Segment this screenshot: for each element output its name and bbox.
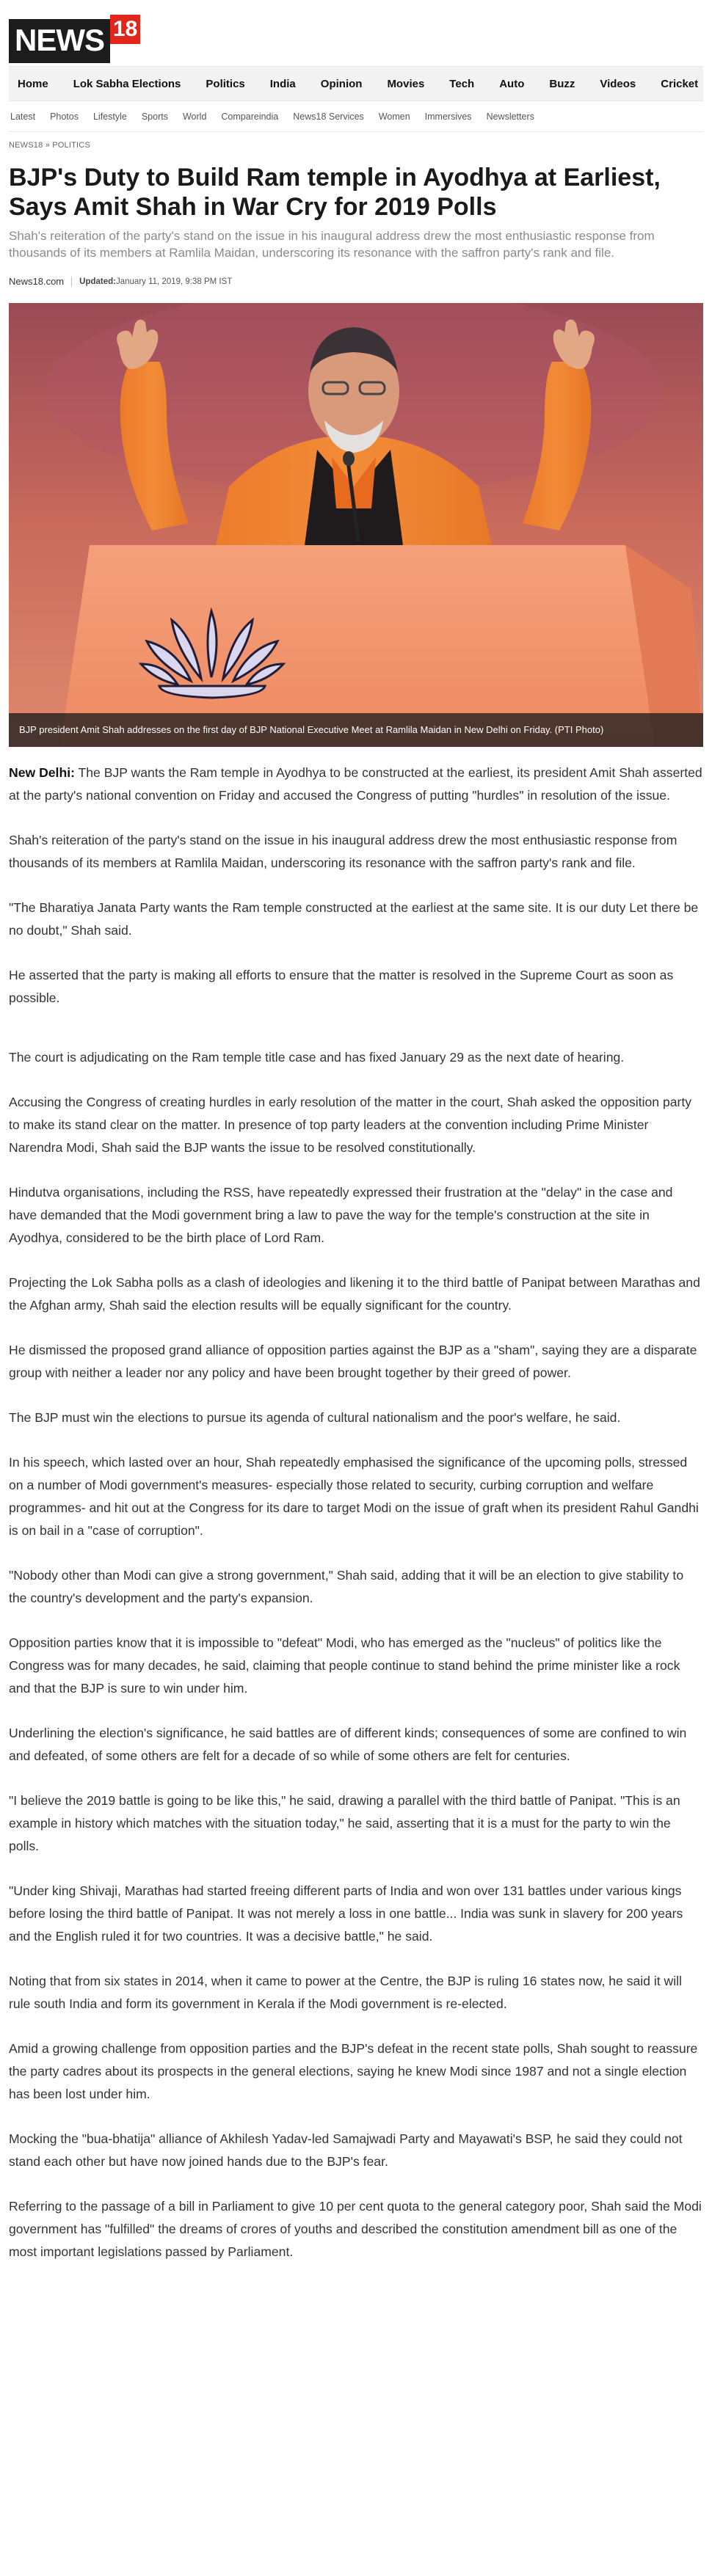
article-paragraph: Mocking the "bua-bhatija" alliance of Akhilesh Yadav-led Samajwadi Party and Mayawati's BSP, he said they could not stand each other but have now joined hands due to the BJP's fear. (9, 2131, 683, 2169)
nav-item-home[interactable]: Home (18, 77, 48, 90)
article-paragraph: Shah's reiteration of the party's stand on the issue in his inaugural address drew the most enthusiastic response from thousands of its members at Ramlila Maidan, underscoring its resonance with the saffron party's rank and file. (9, 833, 678, 870)
header (9, 0, 703, 66)
article-paragraph: He asserted that the party is making all efforts to ensure that the matter is resolved in the Supreme Court as soon as possible. (9, 968, 674, 1005)
subnav-item-world[interactable]: World (182, 111, 207, 122)
nav-item-india[interactable]: India (269, 77, 296, 90)
article-paragraph: Referring to the passage of a bill in Parliament to give 10 per cent quota to the general category poor, Shah said the Modi government has "fulfilled" the dreams of crores of youths and described the constitution amendment bill as one of the most important legislations passed by Parliament. (9, 2199, 702, 2259)
hero-photo-illustration (9, 303, 703, 747)
subnav-item-newsletters[interactable]: Newsletters (486, 111, 534, 122)
nav-item-auto[interactable]: Auto (499, 77, 525, 90)
article-paragraph: "Under king Shivaji, Marathas had started freeing different parts of India and won over 131 battles under various kings before losing the third battle of Panipat. It was not merely a loss in one battle... India was sunk in slavery for 200 years and the English ruled it for two countries. It was a decisive battle," he said. (9, 1883, 683, 1944)
article-paragraph: Underlining the election's significance, he said battles are of different kinds; consequences of some are confined to win and defeated, of some others are felt for a decade of so while of some others are felt for centuries. (9, 1726, 687, 1763)
logo-word: NEWS (9, 19, 110, 63)
updated-value: January 11, 2019, 9:38 PM IST (115, 277, 233, 286)
sub-nav (9, 101, 703, 132)
article-lead (9, 762, 703, 807)
article-paragraph: Hindutva organisations, including the RSS, have repeatedly expressed their frustration at the "delay" in the case and have demanded that the Modi government bring a law to pave the way for the temple's construction at the site in Ayodhya, considered to be the birth place of Lord Ram. (9, 1185, 673, 1245)
byline (9, 276, 703, 287)
article-standfirst: Shah's reiteration of the party's stand on the issue in his inaugural address drew the most enthusiastic response from thousands of its members at Ramlila Maidan, underscoring its resonance with the saffron party's rank and file. (9, 229, 655, 260)
dateline: New Delhi: (9, 765, 75, 780)
article-paragraph: In his speech, which lasted over an hour, Shah repeatedly emphasised the significance of the upcoming polls, stressed on a number of Modi government's measures- especially those related to security, curbing corruption and welfare programmes- and hit out at the Congress for its dare to target Modi on the issue of graft when its president Rahul Gandhi is on bail in a "case of corruption". (9, 1455, 699, 1538)
subnav-item-sports[interactable]: Sports (141, 111, 168, 122)
subnav-item-immersives[interactable]: Immersives (424, 111, 472, 122)
nav-item-buzz[interactable]: Buzz (549, 77, 575, 90)
nav-item-politics[interactable]: Politics (206, 77, 245, 90)
breadcrumb[interactable]: NEWS18 » POLITICS (9, 141, 90, 150)
subnav-item-compareindia[interactable]: Compareindia (221, 111, 279, 122)
article-body (9, 762, 703, 2263)
subnav-item-lifestyle[interactable]: Lifestyle (92, 111, 127, 122)
article-paragraph: Projecting the Lok Sabha polls as a clash of ideologies and likening it to the third battle of Panipat between Marathas and the Afghan army, Shah said the election results will be equally significant for the country. (9, 1275, 700, 1313)
subnav-item-photos[interactable]: Photos (50, 111, 79, 122)
nav-item-tech[interactable]: Tech (449, 77, 475, 90)
nav-item-lok-sabha-elections[interactable]: Lok Sabha Elections (73, 77, 181, 90)
logo-number: 18 (110, 15, 140, 44)
updated-timestamp (79, 277, 232, 286)
article-paragraph: The court is adjudicating on the Ram temple title case and has fixed January 29 as the next date of hearing. (9, 1050, 625, 1065)
subnav-item-women[interactable]: Women (378, 111, 410, 122)
hero-photo (9, 303, 703, 747)
article-headline: BJP's Duty to Build Ram temple in Ayodhya at Earliest, Says Amit Shah in War Cry for 2019 Polls (9, 164, 661, 221)
article-paragraph: The BJP must win the elections to pursue its agenda of cultural nationalism and the poor's welfare, he said. (9, 1410, 621, 1425)
article-paragraph: "The Bharatiya Janata Party wants the Ram temple constructed at the earliest at the same site. It is our duty Let there be no doubt," Shah said. (9, 900, 699, 938)
lead-text: The BJP wants the Ram temple in Ayodhya to be constructed at the earliest, its president Amit Shah asserted at the party's national convention on Friday and accused the Congress of putting "hurdles" in resolution of the issue. (9, 765, 702, 803)
article-paragraph: Accusing the Congress of creating hurdles in early resolution of the matter in the court, Shah asked the opposition party to make its stand clear on the matter. In presence of top party leaders at the convention including Prime Minister Narendra Modi, Shah said the BJP wants the issue to be resolved constitutionally. (9, 1095, 692, 1155)
article-paragraph: Amid a growing challenge from opposition parties and the BJP's defeat in the recent state polls, Shah sought to reassure the party cadres about its prospects in the general elections, saying he knew Modi since 1987 and not a single election has been lost under him. (9, 2041, 698, 2101)
byline-divider (71, 277, 72, 286)
article-paragraph: "Nobody other than Modi can give a strong government," Shah said, adding that it will be an election to give stability to the country's development and the party's expansion. (9, 1568, 684, 1605)
page (9, 0, 703, 2263)
news18-logo[interactable] (9, 19, 140, 63)
article-paragraph: "I believe the 2019 battle is going to be like this," he said, drawing a parallel with the third battle of Panipat. "This is an example in history which matches with the situation today," he said, asserting that it is a must for the party to win the polls. (9, 1793, 680, 1853)
hero-caption: BJP president Amit Shah addresses on the first day of BJP National Executive Meet at Ramlila Maidan in New Delhi on Friday. (PTI Photo) (9, 713, 703, 747)
subnav-item-news18-services[interactable]: News18 Services (293, 111, 364, 122)
main-nav (9, 66, 703, 101)
article-paragraph: Opposition parties know that it is impossible to "defeat" Modi, who has emerged as the "nucleus" of politics like the Congress was for many decades, he said, claiming that people continue to stand behind the prime minister like a rock and that the BJP is sure to win under him. (9, 1635, 680, 1696)
nav-item-opinion[interactable]: Opinion (320, 77, 363, 90)
byline-source[interactable]: News18.com (9, 276, 65, 287)
nav-item-videos[interactable]: Videos (600, 77, 636, 90)
nav-item-movies[interactable]: Movies (387, 77, 425, 90)
article-paragraph: Noting that from six states in 2014, when it came to power at the Centre, the BJP is ruling 16 states now, he said it will rule south India and form its government in Kerala if the Modi government is re-elected. (9, 1974, 682, 2011)
subnav-item-latest[interactable]: Latest (10, 111, 36, 122)
updated-label: Updated: (79, 277, 116, 286)
article-paragraph: He dismissed the proposed grand alliance of opposition parties against the BJP as a "sham", saying they are a disparate group with neither a leader nor any policy and have been brought together by their greed of power. (9, 1343, 697, 1380)
nav-item-cricket[interactable]: Cricket (661, 77, 699, 90)
